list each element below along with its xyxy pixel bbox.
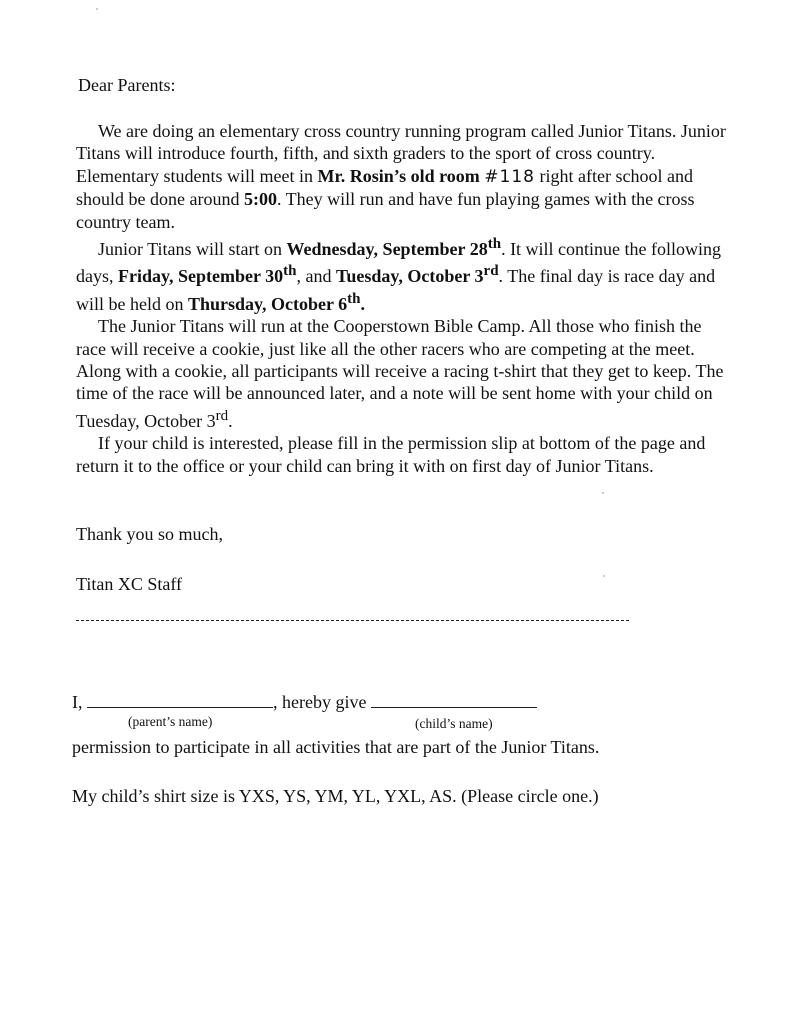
scan-speck: [96, 8, 98, 10]
paragraph-1: [76, 120, 726, 233]
date-race-suffix: th: [347, 290, 361, 307]
p2-text-e: .: [360, 293, 366, 314]
p2-text-b: . It will continue the following days,: [76, 239, 722, 287]
paragraph-3: [76, 315, 726, 432]
parent-name-field[interactable]: [87, 693, 273, 708]
date-second: Friday, September 30: [118, 266, 284, 287]
child-name-field[interactable]: [371, 693, 537, 708]
p3-text-b: .: [228, 410, 233, 431]
letter-body: [76, 120, 726, 477]
p2-text-d: . The final day is race day and will be held on: [76, 266, 716, 314]
handwritten-room-number: #118: [484, 166, 535, 187]
p3-date-suffix: rd: [215, 407, 229, 424]
date-second-suffix: th: [283, 263, 297, 280]
room-name: Mr. Rosin’s old room: [317, 165, 480, 186]
permission-slip-line: [72, 691, 537, 713]
paragraph-2: [76, 233, 726, 315]
p2-text-c: , and: [296, 266, 336, 287]
parent-name-caption: (parent’s name): [128, 714, 213, 729]
date-race: Thursday, October 6: [187, 293, 348, 314]
date-third-suffix: rd: [483, 263, 499, 280]
scan-speck: [603, 575, 605, 577]
permission-text: permission to participate in all activities that are part of the Junior Titans.: [72, 737, 600, 757]
slip-i: I,: [72, 692, 83, 712]
date-start-suffix: th: [487, 236, 502, 253]
p1-text-c: . They will run and have fun playing games with the cross country team.: [76, 189, 695, 232]
p1-text-a: We are doing an elementary cross country running program called Junior Titans. Junior Titans will introduce fourth, fifth, and sixth graders to the sport of cross country. Elementary students will meet in: [76, 121, 726, 186]
paragraph-4: If your child is interested, please fill in the permission slip at bottom of the page and return it to the office or your child can bring it with on first day of Junior Titans.: [76, 433, 706, 476]
cut-line: [76, 620, 629, 621]
closing: Thank you so much,: [76, 524, 223, 544]
slip-hereby-give: , hereby give: [273, 692, 367, 712]
signature: Titan XC Staff: [76, 574, 183, 594]
scan-speck: [602, 492, 604, 494]
salutation: Dear Parents:: [78, 75, 176, 95]
date-third: Tuesday, October 3: [336, 266, 484, 287]
p1-text-b: right after school and should be done around: [76, 165, 693, 210]
p3-text-a: The Junior Titans will run at the Cooperstown Bible Camp. All those who finish the race will receive a cookie, just like all the other racers who are competing at the meet. Along with a cookie, all participants will receive a racing t-shirt that they get to keep. The time of the race will be announced later, and a note will be sent home with your child on Tuesday, October 3: [76, 316, 724, 431]
date-start: Wednesday, September 28: [286, 239, 488, 260]
p2-text-a: Junior Titans will start on: [98, 239, 287, 260]
child-name-caption: (child’s name): [415, 716, 493, 731]
shirt-size-line: My child’s shirt size is YXS, YS, YM, YL, YXL, AS. (Please circle one.): [72, 786, 599, 806]
end-time: 5:00: [243, 189, 277, 210]
